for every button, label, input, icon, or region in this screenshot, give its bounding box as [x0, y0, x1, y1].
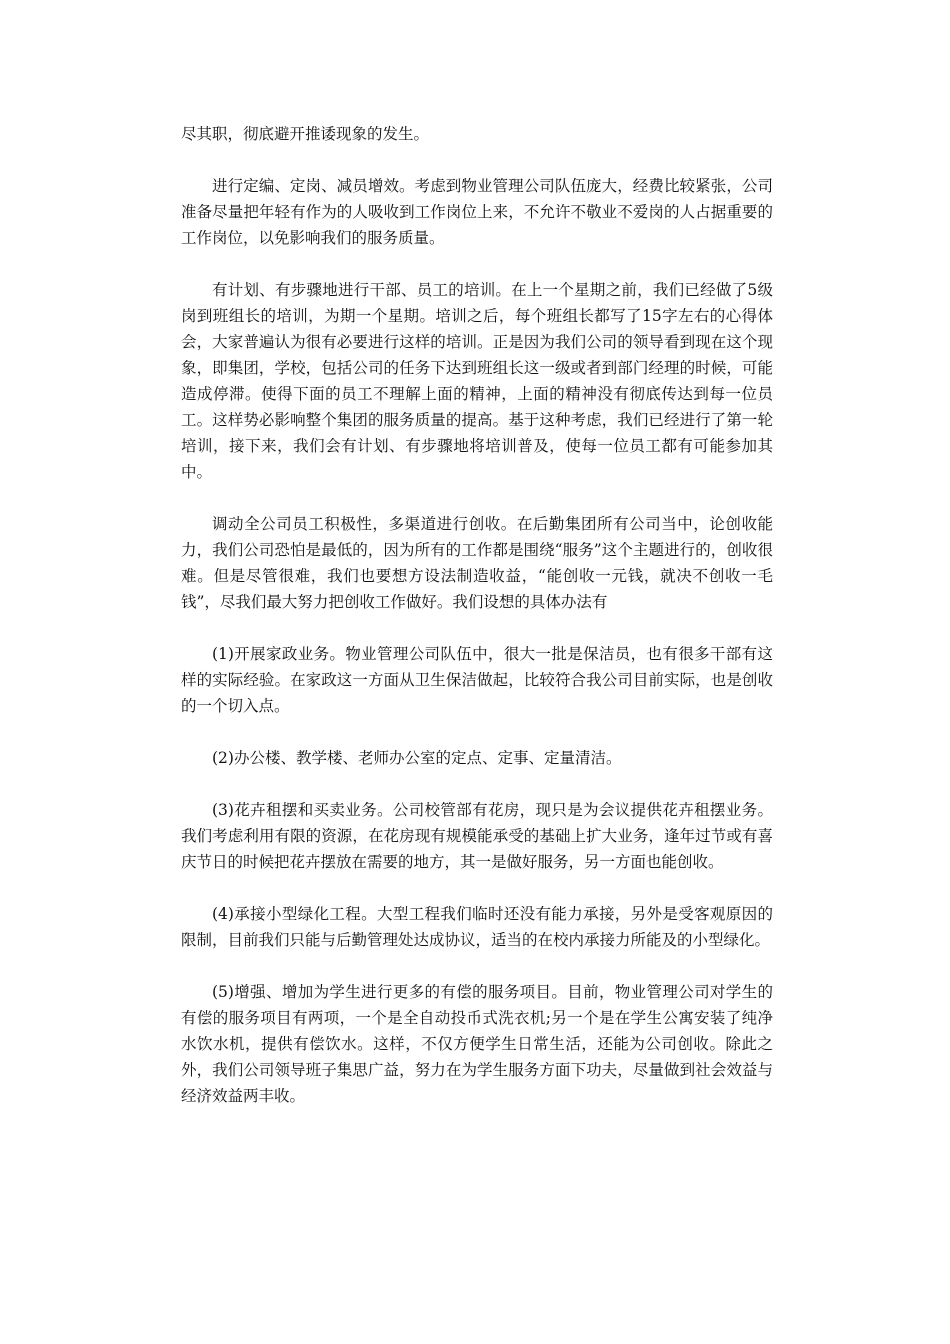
paragraph-item-greening: (4)承接小型绿化工程。大型工程我们临时还没有能力承接，另外是受客观原因的限制，目前我们只能与后勤管理处达成协议，适当的在校内承接力所能及的小型绿化。	[181, 905, 773, 949]
paragraph-revenue: 调动全公司员工积极性，多渠道进行创收。在后勤集团所有公司当中，论创收能力，我们公司恐怕是最低的，因为所有的工作都是围绕“服务”这个主题进行的，创收很难。但是尽管很难，我们也要想方设法制造收益，“能创收一元钱，就决不创收一毛钱”，尽我们最大努力把创收工作做好。我们设想的具体办法有	[181, 515, 773, 611]
paragraph-item-housekeeping: (1)开展家政业务。物业管理公司队伍中，很大一批是保洁员，也有很多干部有这样的实际经验。在家政这一方面从卫生保洁做起，比较符合我公司目前实际，也是创收的一个切入点。	[181, 645, 773, 715]
document-body	[181, 121, 773, 1135]
paragraph-item-cleaning: (2)办公楼、教学楼、老师办公室的定点、定事、定量清洁。	[212, 749, 622, 767]
paragraph-staffing: 进行定编、定岗、减员增效。考虑到物业管理公司队伍庞大，经费比较紧张，公司准备尽量把年轻有作为的人吸收到工作岗位上来，不允许不敬业不爱岗的人占据重要的工作岗位，以免影响我们的服务质量。	[181, 177, 773, 247]
paragraph-continuation: 尽其职，彻底避开推诿现象的发生。	[181, 125, 430, 143]
paragraph-item-student-services: (5)增强、增加为学生进行更多的有偿的服务项目。目前，物业管理公司对学生的有偿的服务项目有两项，一个是全自动投币式洗衣机;另一个是在学生公寓安装了纯净水饮水机，提供有偿饮水。这样，不仅方便学生日常生活，还能为公司创收。除此之外，我们公司领导班子集思广益，努力在为学生服务方面下功夫，尽量做到社会效益与经济效益两丰收。	[181, 983, 773, 1105]
paragraph-training: 有计划、有步骤地进行干部、员工的培训。在上一个星期之前，我们已经做了5级岗到班组长的培训，为期一个星期。培训之后，每个班组长都写了15字左右的心得体会，大家普遍认为很有必要进行这样的培训。正是因为我们公司的领导看到现在这个现象，即集团，学校，包括公司的任务下达到班组长这一级或者到部门经理的时候，可能造成停滞。使得下面的员工不理解上面的精神，上面的精神没有彻底传达到每一位员工。这样势必影响整个集团的服务质量的提高。基于这种考虑，我们已经进行了第一轮培训，接下来，我们会有计划、有步骤地将培训普及，使每一位员工都有可能参加其中。	[181, 281, 773, 481]
paragraph-item-flowers: (3)花卉租摆和买卖业务。公司校管部有花房，现只是为会议提供花卉租摆业务。我们考虑利用有限的资源，在花房现有规模能承受的基础上扩大业务，逢年过节或有喜庆节日的时候把花卉摆放在需要的地方，其一是做好服务，另一方面也能创收。	[181, 801, 773, 871]
